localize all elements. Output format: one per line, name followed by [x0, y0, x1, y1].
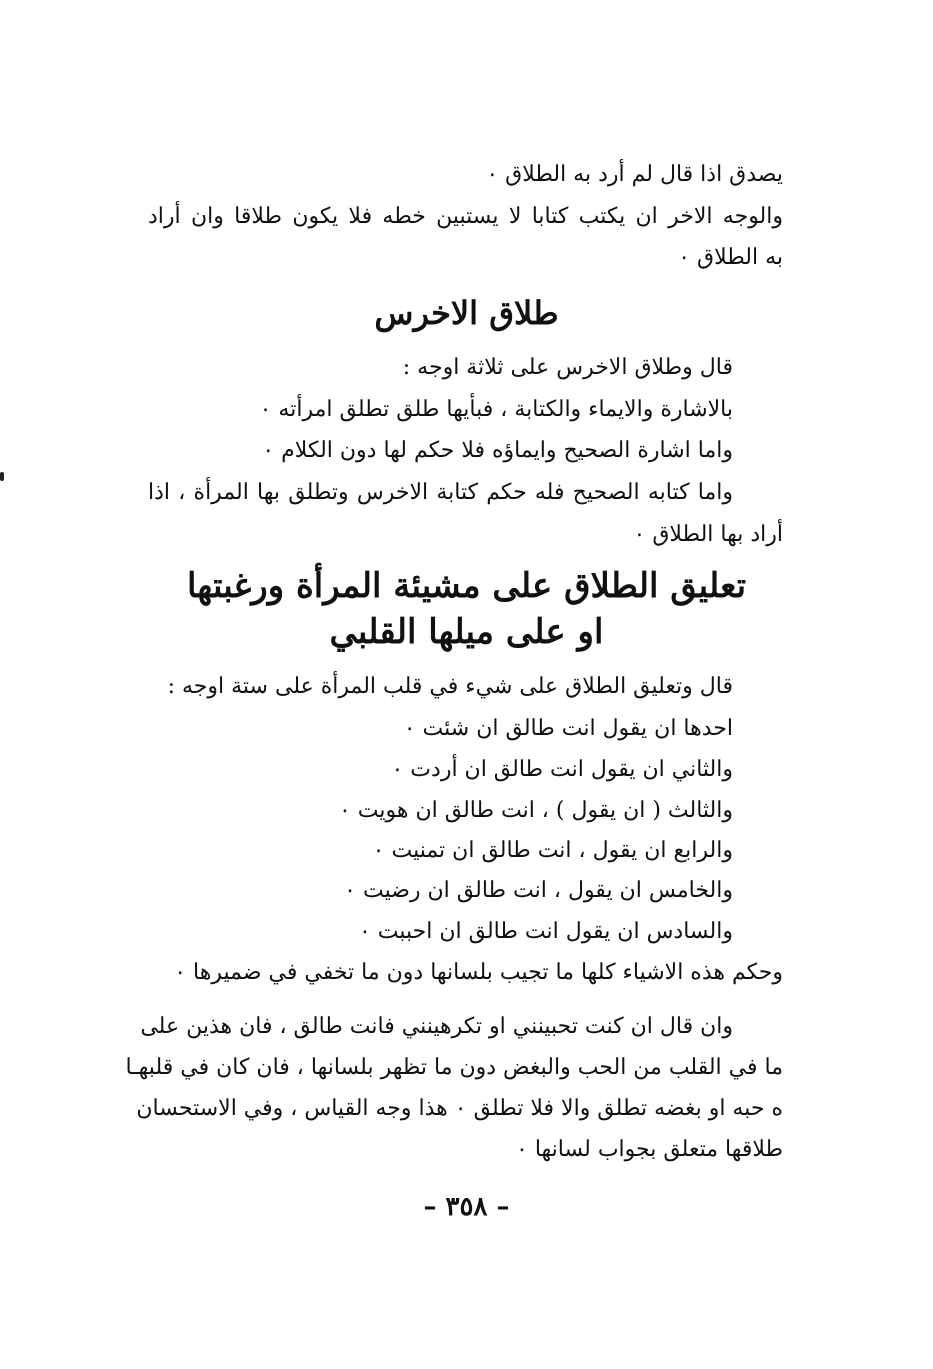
text-line: وحكم هذه الاشياء كلها ما تجيب بلسانها دون ما تخفي في ضميرها ٠: [174, 960, 783, 985]
section-heading: تعليق الطلاق على مشيئة المرأة ورغبتها: [186, 566, 747, 606]
text-line: ما في القلب من الحب والبغض دون ما تظهر بلسانها ، فان كان في قلبهـا: [125, 1055, 783, 1080]
text-line: أراد بها الطلاق ٠: [633, 522, 783, 547]
page-number: – ٣٥٨ –: [423, 1192, 510, 1222]
text-line: به الطلاق ٠: [678, 245, 783, 270]
text-line: والسادس ان يقول انت طالق ان احببت ٠: [358, 919, 733, 944]
text-line: بالاشارة والايماء والكتابة ، فبأيها طلق تطلق امرأته ٠: [259, 397, 733, 422]
text-line: واما اشارة الصحيح وايماؤه فلا حكم لها دون الكلام ٠: [262, 438, 733, 463]
text-line: والثالث ( ان يقول ) ، انت طالق ان هويت ٠: [338, 798, 733, 823]
text-line: والوجه الاخر ان يكتب كتابا لا يستبين خطه فلا يكون طلاقا وان أراد: [148, 204, 783, 229]
text-line: احدها ان يقول انت طالق ان شئت ٠: [403, 716, 733, 741]
text-line: والخامس ان يقول ، انت طالق ان رضيت ٠: [344, 878, 733, 903]
text-line: يصدق اذا قال لم أرد به الطلاق ٠: [486, 162, 783, 187]
text-line: والثاني ان يقول انت طالق ان أردت ٠: [391, 757, 733, 782]
section-heading: طلاق الاخرس: [374, 294, 559, 332]
section-subheading: او على ميلها القلبي: [329, 612, 604, 652]
text-line: واما كتابه الصحيح فله حكم كتابة الاخرس وتطلق بها المرأة ، اذا: [148, 480, 733, 505]
text-line: ه حبه او بغضه تطلق والا فلا تطلق ٠ هذا وجه القياس ، وفي الاستحسان: [136, 1096, 783, 1121]
text-line: والرابع ان يقول ، انت طالق ان تمنيت ٠: [372, 838, 733, 863]
text-line: وان قال ان كنت تحبينني او تكرهينني فانت طالق ، فان هذين على: [140, 1014, 733, 1039]
text-line: طلاقها متعلق بجواب لسانها ٠: [516, 1137, 783, 1162]
scan-edge-mark: [0, 472, 4, 481]
text-line: قال وتعليق الطلاق على شيء في قلب المرأة على ستة اوجه :: [167, 674, 733, 699]
text-line: قال وطلاق الاخرس على ثلاثة اوجه :: [402, 355, 733, 380]
